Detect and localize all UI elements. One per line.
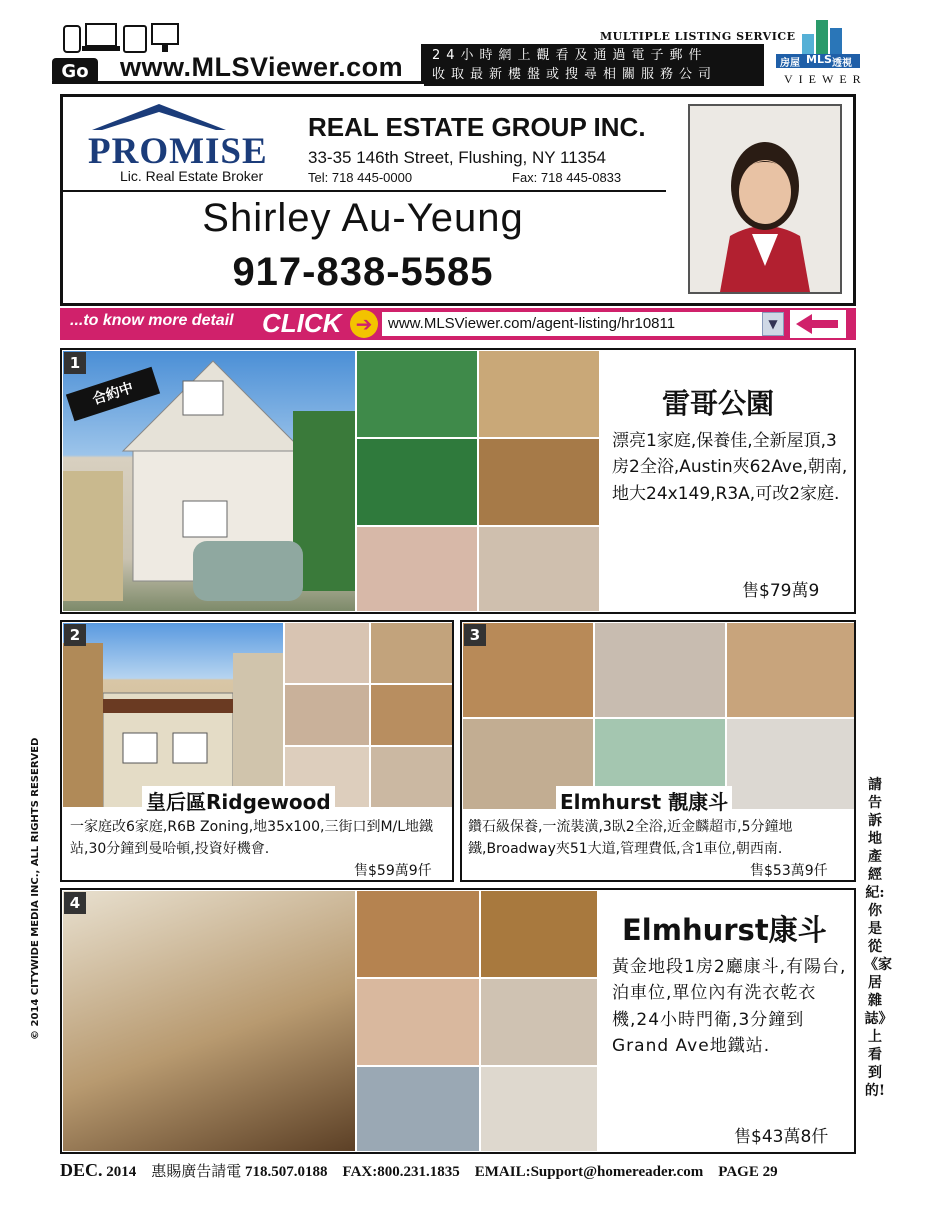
listing-3[interactable] <box>460 620 856 882</box>
chinese-banner <box>424 44 764 86</box>
listing-1-title: 雷哥公園 <box>662 387 775 420</box>
listing-1-photo-sofa <box>478 350 600 438</box>
listing-2-exterior-photo <box>62 622 284 808</box>
broker-line: Lic. Real Estate Broker <box>120 168 264 184</box>
back-arrow-button[interactable] <box>790 310 846 338</box>
listing-1[interactable] <box>60 348 856 614</box>
listing-4-photo-closet <box>480 1066 598 1152</box>
footer-ad-line: 惠賜廣告請電 <box>151 1164 242 1180</box>
company-name: REAL ESTATE GROUP INC. <box>308 112 646 142</box>
site-url[interactable]: www.MLSViewer.com <box>120 52 404 82</box>
logo-chinese-2: 透視 <box>832 58 852 69</box>
listing-4-description: 黃金地段1房2廳康斗,有陽台,泊車位,單位內有洗衣乾衣機,24小時門衛,3分鐘到Grand Ave地鐵站. <box>612 957 847 1057</box>
footer-email[interactable]: EMAIL:Support@homereader.com <box>474 1164 704 1180</box>
company-tel: Tel: 718 445-0000 <box>308 170 413 185</box>
listing-2-photo-f <box>370 746 454 808</box>
listing-1-number: 1 <box>64 352 86 374</box>
logo-chinese: 房屋 <box>780 58 800 69</box>
listing-3-title: Elmhurst 靚康斗 <box>556 786 732 815</box>
agent-name: Shirley Au-Yeung <box>202 196 524 240</box>
listing-3-price: 售$53萬9仟 <box>750 863 828 879</box>
go-button[interactable]: Go <box>52 58 98 84</box>
listing-3-photo-bunkbed <box>594 622 726 718</box>
chevron-down-icon[interactable]: ▼ <box>762 312 784 336</box>
listing-1-photo-bath <box>478 526 600 612</box>
side-note: 請告訴地產經紀:你是從《家居雜誌》上看到的! <box>864 777 892 1099</box>
agent-url-field[interactable]: www.MLSViewer.com/agent-listing/hr10811 <box>382 312 762 336</box>
copyright-notice: © 2014 CITYWIDE MEDIA INC., ALL RIGHTS RESERVED <box>30 737 41 1040</box>
listing-4[interactable] <box>60 888 856 1154</box>
listing-1-photo-kitchen <box>478 438 600 526</box>
footer-month: DEC. <box>60 1160 103 1180</box>
agent-phone[interactable]: 917-838-5585 <box>232 250 494 294</box>
agent-photo <box>688 104 842 294</box>
listing-2-photo-a <box>284 622 370 684</box>
listing-1-photo-dining <box>356 438 478 526</box>
logo-viewer-text: VIEWER <box>784 72 867 86</box>
listing-1-photo-bedroom <box>356 526 478 612</box>
listing-3-photo-bath <box>726 718 856 810</box>
footer-fax: FAX:800.231.1835 <box>342 1164 460 1180</box>
promise-brand: PROMISE <box>88 131 268 172</box>
listing-2-photo-c <box>284 684 370 746</box>
logo-mls-text: MLS <box>806 53 832 66</box>
listing-1-photo-living <box>356 350 478 438</box>
listing-2-photo-b <box>370 622 454 684</box>
mls-service-label: MULTIPLE LISTING SERVICE <box>600 30 796 43</box>
listing-2-photo-d <box>370 684 454 746</box>
listing-4-photo-room <box>356 978 480 1066</box>
footer-page: PAGE 29 <box>718 1164 778 1180</box>
listing-1-price: 售$79萬9 <box>742 581 820 601</box>
listing-3-photo-bedroom <box>726 622 856 718</box>
listing-2-description: 一家庭改6家庭,R6B Zoning,地35x100,三街口到M/L地鐵站,30分鐘到曼哈頓,投資好機會. <box>70 819 434 858</box>
listing-2[interactable] <box>60 620 454 882</box>
listing-3-number: 3 <box>464 624 486 646</box>
listing-4-price: 售$43萬8仟 <box>734 1127 829 1147</box>
footer <box>60 1160 860 1181</box>
listing-4-photo-kitchen <box>356 890 480 978</box>
footer-year: 2014 <box>106 1164 137 1180</box>
listing-4-title: Elmhurst康斗 <box>622 913 827 947</box>
company-fax: Fax: 718 445-0833 <box>512 170 622 185</box>
listing-2-number: 2 <box>64 624 86 646</box>
click-label[interactable]: CLICK <box>262 308 342 338</box>
listing-4-photo-kitchen-2 <box>480 890 598 978</box>
banner-line-2: 收取最新樓盤或搜尋相關服務公司 <box>432 67 718 82</box>
listing-1-description: 漂亮1家庭,保養佳,全新屋頂,3房2全浴,Austin夾62Ave,朝南,地大24x149,R3A,可改2家庭. <box>612 431 848 504</box>
listing-4-photo-laundry <box>480 978 598 1066</box>
listing-4-photo-view <box>356 1066 480 1152</box>
listing-4-lobby-photo <box>62 890 356 1152</box>
listing-3-description: 鑽石級保養,一流裝潢,3臥2全浴,近金麟超市,5分鐘地鐵,Broadway夾51大道,管理費低,含1車位,朝西南. <box>468 819 793 858</box>
company-address: 33-35 146th Street, Flushing, NY 11354 <box>308 148 607 167</box>
banner-line-1: 24小時網上觀看及通過電子郵件 <box>432 48 708 63</box>
listing-2-price: 售$59萬9仟 <box>354 863 432 879</box>
listing-2-title: 皇后區Ridgewood <box>142 786 335 815</box>
card-divider <box>60 190 666 192</box>
click-lead-text: ...to know more detail <box>70 312 234 329</box>
listing-1-status-badge: 合約中 <box>66 367 160 421</box>
listing-4-number: 4 <box>64 892 86 914</box>
arrow-right-icon[interactable]: ➔ <box>350 310 378 338</box>
footer-ad-phone: 718.507.0188 <box>245 1164 328 1180</box>
